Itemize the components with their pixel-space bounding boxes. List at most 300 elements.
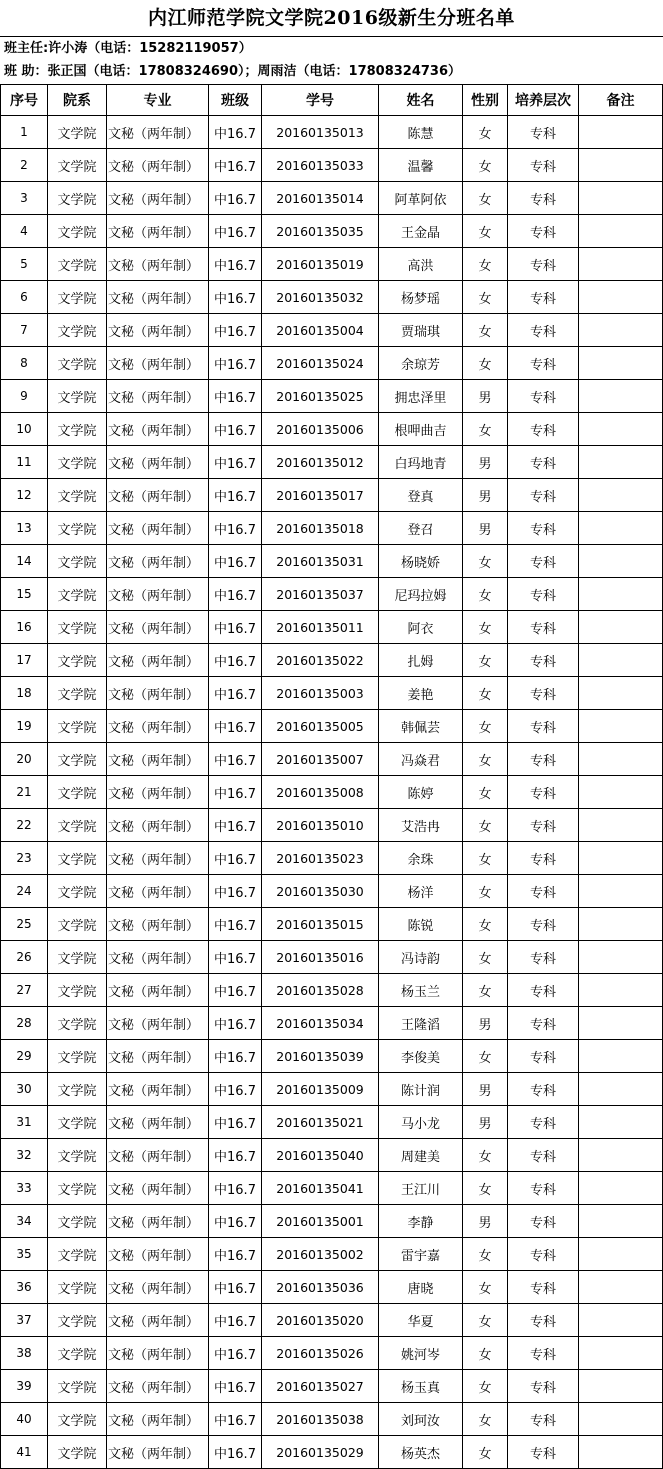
- cell-class: 中16.7: [209, 578, 262, 611]
- table-row: [1, 512, 663, 545]
- table-row: [1, 776, 663, 809]
- cell-no: 31: [1, 1106, 48, 1139]
- table-row: [1, 347, 663, 380]
- cell-level: 专科: [508, 413, 579, 446]
- cell-level: 专科: [508, 380, 579, 413]
- cell-name: 阿衣: [379, 611, 463, 644]
- cell-level: 专科: [508, 644, 579, 677]
- cell-no: 35: [1, 1238, 48, 1271]
- cell-note: [579, 974, 663, 1007]
- table-row: [1, 413, 663, 446]
- cell-note: [579, 215, 663, 248]
- cell-note: [579, 1172, 663, 1205]
- table-row: [1, 1370, 663, 1403]
- table-row: [1, 710, 663, 743]
- cell-no: 28: [1, 1007, 48, 1040]
- cell-name: 王金晶: [379, 215, 463, 248]
- cell-class: 中16.7: [209, 248, 262, 281]
- cell-student-id: 20160135020: [262, 1304, 379, 1337]
- cell-no: 20: [1, 743, 48, 776]
- cell-note: [579, 578, 663, 611]
- cell-gender: 女: [463, 1040, 508, 1073]
- table-row: [1, 149, 663, 182]
- cell-level: 专科: [508, 908, 579, 941]
- cell-no: 26: [1, 941, 48, 974]
- cell-level: 专科: [508, 1304, 579, 1337]
- cell-class: 中16.7: [209, 644, 262, 677]
- cell-gender: 女: [463, 149, 508, 182]
- cell-student-id: 20160135010: [262, 809, 379, 842]
- cell-dept: 文学院: [48, 842, 107, 875]
- cell-note: [579, 677, 663, 710]
- cell-name: 陈锐: [379, 908, 463, 941]
- cell-no: 14: [1, 545, 48, 578]
- cell-dept: 文学院: [48, 743, 107, 776]
- column-header-note: 备注: [579, 85, 663, 116]
- cell-major: 文秘（两年制）: [107, 1007, 209, 1040]
- cell-gender: 女: [463, 1436, 508, 1469]
- roster-table: [0, 84, 663, 1469]
- cell-note: [579, 1436, 663, 1469]
- cell-student-id: 20160135006: [262, 413, 379, 446]
- roster-table-body: [1, 116, 663, 1469]
- cell-class: 中16.7: [209, 677, 262, 710]
- cell-note: [579, 1139, 663, 1172]
- cell-name: 余琼芳: [379, 347, 463, 380]
- cell-name: 登真: [379, 479, 463, 512]
- cell-note: [579, 743, 663, 776]
- cell-no: 41: [1, 1436, 48, 1469]
- cell-gender: 女: [463, 1238, 508, 1271]
- cell-note: [579, 611, 663, 644]
- cell-major: 文秘（两年制）: [107, 281, 209, 314]
- cell-major: 文秘（两年制）: [107, 1172, 209, 1205]
- table-row: [1, 545, 663, 578]
- cell-gender: 女: [463, 1370, 508, 1403]
- cell-class: 中16.7: [209, 149, 262, 182]
- cell-no: 36: [1, 1271, 48, 1304]
- cell-student-id: 20160135011: [262, 611, 379, 644]
- cell-class: 中16.7: [209, 314, 262, 347]
- cell-note: [579, 1304, 663, 1337]
- page-title: 内江师范学院文学院2016级新生分班名单: [0, 0, 663, 37]
- cell-student-id: 20160135012: [262, 446, 379, 479]
- cell-dept: 文学院: [48, 413, 107, 446]
- cell-note: [579, 1073, 663, 1106]
- cell-gender: 女: [463, 974, 508, 1007]
- column-header-dept: 院系: [48, 85, 107, 116]
- table-row: [1, 1337, 663, 1370]
- cell-no: 19: [1, 710, 48, 743]
- cell-class: 中16.7: [209, 1403, 262, 1436]
- cell-class: 中16.7: [209, 1139, 262, 1172]
- cell-name: 杨洋: [379, 875, 463, 908]
- cell-student-id: 20160135033: [262, 149, 379, 182]
- cell-level: 专科: [508, 1040, 579, 1073]
- cell-level: 专科: [508, 1172, 579, 1205]
- table-row: [1, 578, 663, 611]
- cell-name: 韩佩芸: [379, 710, 463, 743]
- cell-level: 专科: [508, 941, 579, 974]
- cell-dept: 文学院: [48, 710, 107, 743]
- cell-student-id: 20160135034: [262, 1007, 379, 1040]
- table-row: [1, 1271, 663, 1304]
- cell-note: [579, 1370, 663, 1403]
- cell-name: 冯诗韵: [379, 941, 463, 974]
- table-row: [1, 842, 663, 875]
- table-row: [1, 941, 663, 974]
- cell-major: 文秘（两年制）: [107, 875, 209, 908]
- cell-student-id: 20160135039: [262, 1040, 379, 1073]
- cell-class: 中16.7: [209, 413, 262, 446]
- cell-note: [579, 1238, 663, 1271]
- cell-dept: 文学院: [48, 215, 107, 248]
- cell-major: 文秘（两年制）: [107, 1337, 209, 1370]
- cell-student-id: 20160135023: [262, 842, 379, 875]
- cell-level: 专科: [508, 314, 579, 347]
- cell-name: 扎姆: [379, 644, 463, 677]
- column-header-gender: 性别: [463, 85, 508, 116]
- cell-class: 中16.7: [209, 512, 262, 545]
- table-row: [1, 215, 663, 248]
- cell-student-id: 20160135008: [262, 776, 379, 809]
- cell-class: 中16.7: [209, 1007, 262, 1040]
- cell-student-id: 20160135018: [262, 512, 379, 545]
- cell-major: 文秘（两年制）: [107, 1106, 209, 1139]
- cell-no: 6: [1, 281, 48, 314]
- cell-level: 专科: [508, 347, 579, 380]
- cell-major: 文秘（两年制）: [107, 215, 209, 248]
- cell-gender: 女: [463, 545, 508, 578]
- cell-note: [579, 644, 663, 677]
- cell-student-id: 20160135037: [262, 578, 379, 611]
- cell-class: 中16.7: [209, 809, 262, 842]
- cell-class: 中16.7: [209, 1106, 262, 1139]
- cell-name: 杨玉兰: [379, 974, 463, 1007]
- cell-gender: 女: [463, 413, 508, 446]
- cell-major: 文秘（两年制）: [107, 842, 209, 875]
- cell-level: 专科: [508, 512, 579, 545]
- cell-class: 中16.7: [209, 1304, 262, 1337]
- cell-note: [579, 776, 663, 809]
- cell-dept: 文学院: [48, 776, 107, 809]
- cell-gender: 女: [463, 875, 508, 908]
- cell-no: 37: [1, 1304, 48, 1337]
- cell-class: 中16.7: [209, 1238, 262, 1271]
- cell-gender: 男: [463, 1205, 508, 1238]
- cell-no: 24: [1, 875, 48, 908]
- cell-major: 文秘（两年制）: [107, 1271, 209, 1304]
- cell-name: 杨晓娇: [379, 545, 463, 578]
- cell-no: 34: [1, 1205, 48, 1238]
- cell-class: 中16.7: [209, 1172, 262, 1205]
- cell-name: 拥忠泽里: [379, 380, 463, 413]
- cell-note: [579, 842, 663, 875]
- cell-note: [579, 1337, 663, 1370]
- cell-level: 专科: [508, 809, 579, 842]
- cell-dept: 文学院: [48, 1040, 107, 1073]
- cell-dept: 文学院: [48, 578, 107, 611]
- cell-dept: 文学院: [48, 248, 107, 281]
- cell-no: 8: [1, 347, 48, 380]
- cell-level: 专科: [508, 743, 579, 776]
- cell-student-id: 20160135002: [262, 1238, 379, 1271]
- column-header-level: 培养层次: [508, 85, 579, 116]
- cell-level: 专科: [508, 710, 579, 743]
- cell-class: 中16.7: [209, 941, 262, 974]
- cell-no: 40: [1, 1403, 48, 1436]
- cell-class: 中16.7: [209, 545, 262, 578]
- column-header-major: 专业: [107, 85, 209, 116]
- cell-note: [579, 512, 663, 545]
- cell-gender: 女: [463, 1271, 508, 1304]
- cell-gender: 女: [463, 743, 508, 776]
- cell-major: 文秘（两年制）: [107, 479, 209, 512]
- cell-dept: 文学院: [48, 479, 107, 512]
- cell-class: 中16.7: [209, 116, 262, 149]
- cell-dept: 文学院: [48, 1304, 107, 1337]
- cell-student-id: 20160135005: [262, 710, 379, 743]
- cell-gender: 女: [463, 842, 508, 875]
- cell-level: 专科: [508, 1205, 579, 1238]
- cell-name: 杨玉真: [379, 1370, 463, 1403]
- cell-level: 专科: [508, 1436, 579, 1469]
- table-row: [1, 1436, 663, 1469]
- cell-dept: 文学院: [48, 1073, 107, 1106]
- cell-class: 中16.7: [209, 875, 262, 908]
- cell-note: [579, 1040, 663, 1073]
- cell-major: 文秘（两年制）: [107, 413, 209, 446]
- cell-student-id: 20160135031: [262, 545, 379, 578]
- cell-name: 姜艳: [379, 677, 463, 710]
- cell-note: [579, 347, 663, 380]
- table-row: [1, 1007, 663, 1040]
- cell-no: 3: [1, 182, 48, 215]
- cell-dept: 文学院: [48, 1205, 107, 1238]
- cell-dept: 文学院: [48, 1337, 107, 1370]
- cell-student-id: 20160135014: [262, 182, 379, 215]
- table-row: [1, 1139, 663, 1172]
- cell-student-id: 20160135032: [262, 281, 379, 314]
- cell-student-id: 20160135007: [262, 743, 379, 776]
- cell-class: 中16.7: [209, 1271, 262, 1304]
- cell-note: [579, 875, 663, 908]
- table-row: [1, 644, 663, 677]
- cell-gender: 女: [463, 644, 508, 677]
- cell-student-id: 20160135022: [262, 644, 379, 677]
- cell-gender: 女: [463, 941, 508, 974]
- cell-gender: 女: [463, 116, 508, 149]
- cell-name: 冯焱君: [379, 743, 463, 776]
- cell-level: 专科: [508, 1271, 579, 1304]
- table-row: [1, 116, 663, 149]
- cell-level: 专科: [508, 1238, 579, 1271]
- cell-no: 7: [1, 314, 48, 347]
- cell-student-id: 20160135036: [262, 1271, 379, 1304]
- cell-dept: 文学院: [48, 149, 107, 182]
- cell-note: [579, 1007, 663, 1040]
- cell-dept: 文学院: [48, 1370, 107, 1403]
- cell-student-id: 20160135013: [262, 116, 379, 149]
- cell-no: 33: [1, 1172, 48, 1205]
- cell-student-id: 20160135028: [262, 974, 379, 1007]
- cell-note: [579, 1106, 663, 1139]
- cell-dept: 文学院: [48, 644, 107, 677]
- table-row: [1, 380, 663, 413]
- cell-student-id: 20160135017: [262, 479, 379, 512]
- cell-level: 专科: [508, 611, 579, 644]
- cell-class: 中16.7: [209, 1073, 262, 1106]
- cell-name: 周建美: [379, 1139, 463, 1172]
- cell-dept: 文学院: [48, 545, 107, 578]
- cell-dept: 文学院: [48, 941, 107, 974]
- cell-student-id: 20160135029: [262, 1436, 379, 1469]
- cell-class: 中16.7: [209, 842, 262, 875]
- cell-name: 贾瑞琪: [379, 314, 463, 347]
- cell-major: 文秘（两年制）: [107, 1403, 209, 1436]
- cell-level: 专科: [508, 1073, 579, 1106]
- cell-no: 5: [1, 248, 48, 281]
- cell-gender: 女: [463, 1139, 508, 1172]
- cell-no: 30: [1, 1073, 48, 1106]
- cell-gender: 女: [463, 1403, 508, 1436]
- table-row: [1, 677, 663, 710]
- cell-no: 29: [1, 1040, 48, 1073]
- cell-name: 白玛地青: [379, 446, 463, 479]
- cell-name: 李静: [379, 1205, 463, 1238]
- cell-student-id: 20160135038: [262, 1403, 379, 1436]
- cell-dept: 文学院: [48, 512, 107, 545]
- cell-major: 文秘（两年制）: [107, 776, 209, 809]
- cell-class: 中16.7: [209, 479, 262, 512]
- table-row: [1, 809, 663, 842]
- cell-name: 姚河岑: [379, 1337, 463, 1370]
- cell-major: 文秘（两年制）: [107, 248, 209, 281]
- cell-no: 23: [1, 842, 48, 875]
- cell-gender: 女: [463, 677, 508, 710]
- cell-note: [579, 1205, 663, 1238]
- cell-class: 中16.7: [209, 776, 262, 809]
- cell-name: 马小龙: [379, 1106, 463, 1139]
- cell-name: 根呷曲吉: [379, 413, 463, 446]
- cell-no: 1: [1, 116, 48, 149]
- cell-gender: 女: [463, 347, 508, 380]
- cell-major: 文秘（两年制）: [107, 941, 209, 974]
- cell-student-id: 20160135015: [262, 908, 379, 941]
- cell-dept: 文学院: [48, 1139, 107, 1172]
- cell-student-id: 20160135030: [262, 875, 379, 908]
- table-row: [1, 446, 663, 479]
- cell-class: 中16.7: [209, 710, 262, 743]
- cell-no: 4: [1, 215, 48, 248]
- cell-gender: 男: [463, 512, 508, 545]
- cell-class: 中16.7: [209, 1436, 262, 1469]
- cell-level: 专科: [508, 1337, 579, 1370]
- cell-major: 文秘（两年制）: [107, 380, 209, 413]
- cell-level: 专科: [508, 1139, 579, 1172]
- cell-level: 专科: [508, 149, 579, 182]
- table-row: [1, 1040, 663, 1073]
- table-row: [1, 1238, 663, 1271]
- cell-no: 16: [1, 611, 48, 644]
- cell-no: 27: [1, 974, 48, 1007]
- cell-class: 中16.7: [209, 1040, 262, 1073]
- cell-major: 文秘（两年制）: [107, 1238, 209, 1271]
- cell-no: 18: [1, 677, 48, 710]
- cell-no: 21: [1, 776, 48, 809]
- cell-class: 中16.7: [209, 446, 262, 479]
- cell-level: 专科: [508, 215, 579, 248]
- cell-level: 专科: [508, 875, 579, 908]
- cell-major: 文秘（两年制）: [107, 743, 209, 776]
- table-header-row: [1, 85, 663, 116]
- cell-student-id: 20160135025: [262, 380, 379, 413]
- cell-gender: 男: [463, 446, 508, 479]
- table-row: [1, 1205, 663, 1238]
- cell-note: [579, 314, 663, 347]
- cell-level: 专科: [508, 1106, 579, 1139]
- cell-major: 文秘（两年制）: [107, 908, 209, 941]
- head-teacher-line: 班主任:许小涛（电话：15282119057）: [4, 41, 252, 56]
- cell-no: 10: [1, 413, 48, 446]
- cell-no: 9: [1, 380, 48, 413]
- cell-student-id: 20160135009: [262, 1073, 379, 1106]
- cell-gender: 女: [463, 611, 508, 644]
- cell-name: 陈慧: [379, 116, 463, 149]
- cell-major: 文秘（两年制）: [107, 149, 209, 182]
- cell-no: 12: [1, 479, 48, 512]
- table-row: [1, 1304, 663, 1337]
- cell-major: 文秘（两年制）: [107, 116, 209, 149]
- cell-no: 13: [1, 512, 48, 545]
- cell-major: 文秘（两年制）: [107, 512, 209, 545]
- cell-name: 高洪: [379, 248, 463, 281]
- cell-dept: 文学院: [48, 446, 107, 479]
- table-row: [1, 908, 663, 941]
- cell-major: 文秘（两年制）: [107, 182, 209, 215]
- cell-class: 中16.7: [209, 215, 262, 248]
- table-row: [1, 248, 663, 281]
- column-header-class: 班级: [209, 85, 262, 116]
- cell-name: 杨梦瑶: [379, 281, 463, 314]
- table-row: [1, 314, 663, 347]
- cell-note: [579, 1271, 663, 1304]
- cell-student-id: 20160135016: [262, 941, 379, 974]
- cell-name: 王隆滔: [379, 1007, 463, 1040]
- cell-name: 艾浩冉: [379, 809, 463, 842]
- cell-gender: 女: [463, 710, 508, 743]
- cell-name: 温馨: [379, 149, 463, 182]
- table-row: [1, 875, 663, 908]
- cell-name: 唐晓: [379, 1271, 463, 1304]
- cell-gender: 女: [463, 908, 508, 941]
- cell-note: [579, 413, 663, 446]
- cell-major: 文秘（两年制）: [107, 545, 209, 578]
- cell-note: [579, 446, 663, 479]
- cell-no: 2: [1, 149, 48, 182]
- cell-major: 文秘（两年制）: [107, 644, 209, 677]
- table-row: [1, 1073, 663, 1106]
- table-row: [1, 1403, 663, 1436]
- cell-note: [579, 809, 663, 842]
- cell-level: 专科: [508, 776, 579, 809]
- cell-dept: 文学院: [48, 875, 107, 908]
- cell-major: 文秘（两年制）: [107, 1040, 209, 1073]
- cell-name: 陈计润: [379, 1073, 463, 1106]
- table-row: [1, 281, 663, 314]
- table-row: [1, 974, 663, 1007]
- assistants-line: 班 助：张正国（电话：17808324690）；周雨洁（电话：17808324736）: [4, 64, 462, 79]
